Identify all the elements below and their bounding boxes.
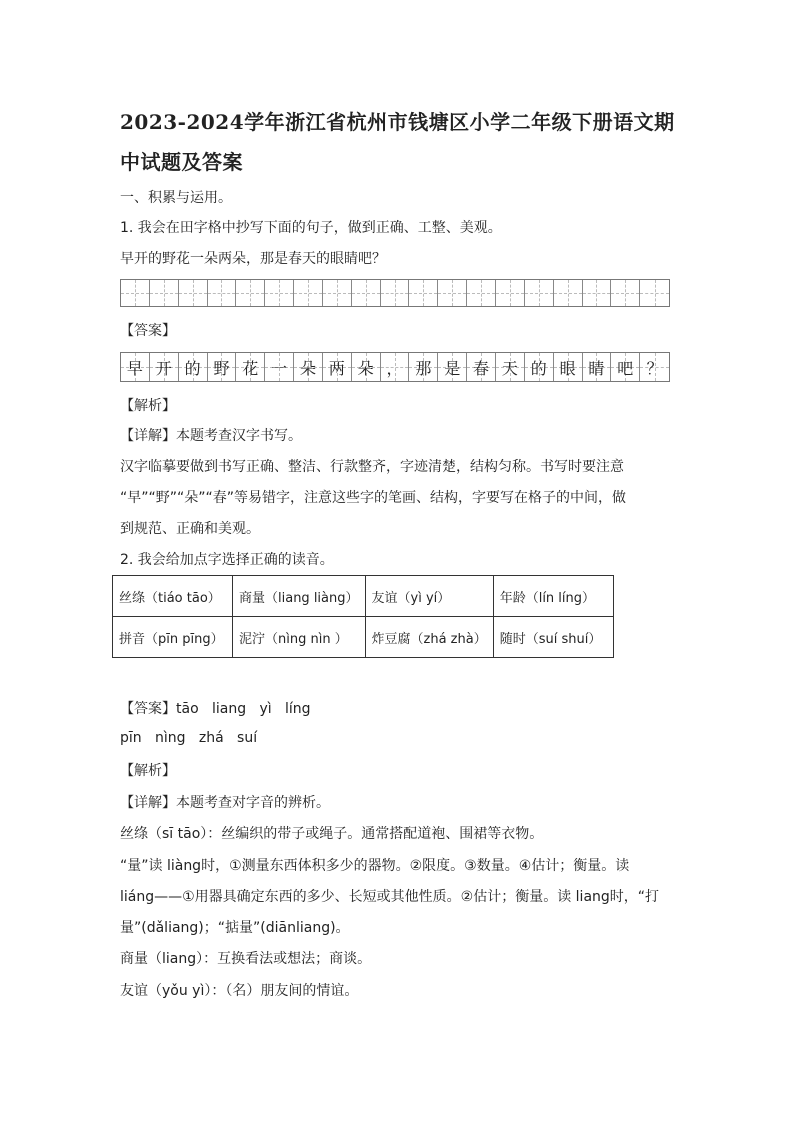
tianzi-answer-cell (409, 353, 438, 381)
answer-char: 睛 (588, 358, 605, 378)
analysis-label: 【解析】 (120, 763, 176, 779)
q2-paragraph: 友谊（yǒu yì）：（名）朋友间的情谊。 (120, 983, 359, 999)
tianzi-cell (381, 280, 410, 306)
table-cell: 泥泞（nìng nìn ） (233, 617, 366, 658)
table-cell: 随时（suí shuí） (493, 617, 613, 658)
answer-char: 野 (213, 358, 230, 378)
q1-paragraph: 汉字临摹要做到书写正确、整洁、行款整齐，字迹清楚，结构匀称。书写时要注意 (120, 459, 624, 475)
analysis-label: 【解析】 (120, 398, 176, 414)
answer-char: 天 (501, 358, 518, 378)
table-cell: 丝绦（tiáo tāo） (113, 576, 233, 617)
tianzi-cell (467, 280, 496, 306)
answer-char: 朵 (357, 358, 374, 378)
tianzi-answer-cell (640, 353, 669, 381)
table-row (113, 617, 614, 658)
tianzi-cell (438, 280, 467, 306)
tianzi-answer-cell (121, 353, 150, 381)
page-title-line1: 2023-2024学年浙江省杭州市钱塘区小学二年级下册语文期 (120, 110, 675, 134)
q2-paragraph: 商量（liang）：互换看法或想法；商谈。 (120, 951, 372, 967)
q2-paragraph: “量”读 liàng时，①测量东西体积多少的器物。②限度。③数量。④估计；衡量。读 (120, 858, 630, 874)
pinyin-table (112, 575, 614, 658)
answer-char: 那 (415, 358, 432, 378)
answer-char: 花 (242, 358, 259, 378)
answer-char: 的 (184, 358, 201, 378)
tianzi-answer-cell (265, 353, 294, 381)
q1-detail: 【详解】本题考查汉字书写。 (120, 428, 302, 444)
q2-answer (120, 698, 311, 718)
tianzi-answer-cell (208, 353, 237, 381)
tianzi-answer-cell (236, 353, 265, 381)
answer-label: 【答案】 (120, 323, 176, 339)
tianzi-cell (409, 280, 438, 306)
tianzi-cell (265, 280, 294, 306)
tianzi-cell (640, 280, 669, 306)
answer-tianzi-grid (120, 352, 670, 382)
tianzi-cell (179, 280, 208, 306)
answer-char: 早 (126, 358, 143, 378)
table-cell: 友谊（yì yí） (365, 576, 493, 617)
table-cell: 拼音（pīn pīng） (113, 617, 233, 658)
answer-char: 春 (473, 358, 490, 378)
q2-answer-line2: pīn nìng zhá suí (120, 730, 258, 746)
question-1: 1. 我会在田字格中抄写下面的句子，做到正确、工整、美观。 (120, 220, 502, 236)
answer-char: 吧 (617, 358, 634, 378)
tianzi-cell (352, 280, 381, 306)
table-cell: 年龄（lín líng） (493, 576, 613, 617)
tianzi-cell (554, 280, 583, 306)
answer-char: 开 (155, 358, 172, 378)
tianzi-cell (583, 280, 612, 306)
tianzi-cell (208, 280, 237, 306)
table-cell: 商量（liang liàng） (233, 576, 366, 617)
table-cell: 炸豆腐（zhá zhà） (365, 617, 493, 658)
tianzi-answer-cell (467, 353, 496, 381)
empty-tianzi-grid (120, 279, 670, 307)
tianzi-answer-cell (611, 353, 640, 381)
tianzi-cell (323, 280, 352, 306)
tianzi-answer-cell (294, 353, 323, 381)
q2-paragraph: 丝绦（sī tāo）：丝编织的带子或绳子。通常搭配道袍、围裙等衣物。 (120, 826, 544, 842)
q1-paragraph: 到规范、正确和美观。 (120, 521, 260, 537)
tianzi-answer-cell (583, 353, 612, 381)
tianzi-cell (236, 280, 265, 306)
answer-char: 两 (328, 358, 345, 378)
q2-paragraph: liáng——①用器具确定东西的多少、长短或其他性质。②估计；衡量。读 liang时，“打 (120, 889, 660, 905)
answer-char: 的 (530, 358, 547, 378)
tianzi-cell (294, 280, 323, 306)
table-row (113, 576, 614, 617)
answer-char: 眼 (559, 358, 576, 378)
tianzi-answer-cell (554, 353, 583, 381)
tianzi-cell (150, 280, 179, 306)
q2-detail: 【详解】本题考查对字音的辨析。 (120, 795, 330, 811)
tianzi-answer-cell (496, 353, 525, 381)
answer-char: ？ (646, 358, 663, 378)
tianzi-answer-cell (352, 353, 381, 381)
tianzi-answer-cell (381, 353, 410, 381)
answer-char: 是 (444, 358, 461, 378)
tianzi-cell (525, 280, 554, 306)
tianzi-answer-cell (438, 353, 467, 381)
tianzi-cell (496, 280, 525, 306)
tianzi-answer-cell (525, 353, 554, 381)
q1-paragraph: “早”“野”“朵”“春”等易错字，注意这些字的笔画、结构，字要写在格子的中间，做 (120, 490, 627, 506)
question-2: 2. 我会给加点字选择正确的读音。 (120, 552, 334, 568)
tianzi-cell (611, 280, 640, 306)
page-title-line2: 中试题及答案 (120, 150, 243, 174)
tianzi-cell (121, 280, 150, 306)
tianzi-answer-cell (150, 353, 179, 381)
answer-char: 一 (271, 358, 288, 378)
q2-paragraph: 量”(dǎliang)；“掂量”(diānliang)。 (120, 920, 350, 936)
tianzi-answer-cell (179, 353, 208, 381)
q2-answer-line1: tāo liang yì líng (176, 701, 311, 717)
tianzi-answer-cell (323, 353, 352, 381)
answer-char: 朵 (299, 358, 316, 378)
section-heading: 一、积累与运用。 (120, 190, 232, 206)
answer-char: ， (386, 358, 403, 378)
answer-label: 【答案】 (120, 701, 176, 717)
question-1-sentence: 早开的野花一朵两朵，那是春天的眼睛吧？ (120, 251, 386, 267)
